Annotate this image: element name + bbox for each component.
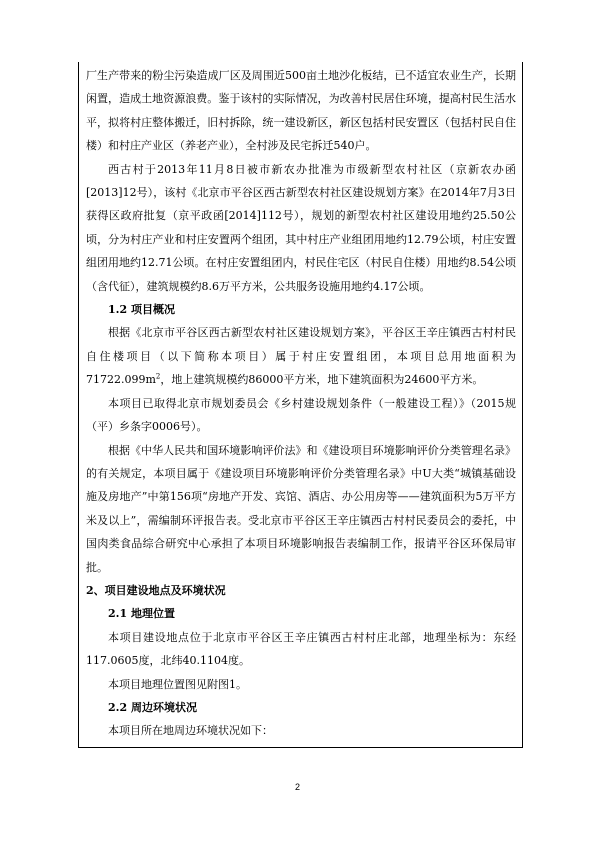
heading-1-2: 1.2 项目概况 — [108, 303, 175, 317]
paragraph-surroundings: 本项目所在地周边环境状况如下： — [108, 724, 273, 738]
paragraph-location: 本项目建设地点位于北京市平谷区王辛庄镇西古村村庄北部，地理坐标为：东经117.0605度，北纬40.1104度。 — [86, 630, 516, 668]
paragraph-project-area — [86, 321, 516, 391]
paragraph-planning-condition: 本项目已取得北京市规划委员会《乡村建设规划条件（一般建设工程）》（2015规（平）乡条字0006号）。 — [86, 396, 516, 434]
paragraph-xigu-village: 西古村于2013年11月8日被市新农办批准为市级新型农村社区（京新农办函[2013]12号），该村《北京市平谷区西古新型农村社区建设规划方案》在2014年7月3日获得区政府批复（京平政函[2014]112号），规划的新型农村社区建设用地约25.50公顷，分为村庄产业和村庄安置两个组团，其中村庄产业组团用地约12.79公顷，村庄安置组团用地约12.71公顷。在村庄安置组团内，村民住宅区（村民自住楼）用地约8.54公顷（含代征），建筑规模约8.6万平方米，公共服务设施用地约4.17公顷。 — [86, 162, 516, 293]
paragraph-continuation: 厂生产带来的粉尘污染造成厂区及周围近500亩土地沙化板结，已不适宜农业生产，长期闲置，造成土地资源浪费。鉴于该村的实际情况，为改善村民居住环境，提高村民生活水平，拟将村庄整体搬迁，旧村拆除，统一建设新区，新区包括村民安置区（包括村民自住楼）和村庄产业区（养老产业），全村涉及民宅拆迁540户。 — [86, 69, 516, 153]
document-body — [86, 64, 516, 743]
heading-2-1: 2.1 地理位置 — [108, 607, 175, 621]
area-text-b: ，地上建筑规模约86000平方米，地下建筑面积为24600平方米。 — [160, 373, 484, 387]
paragraph-location-figure: 本项目地理位置图见附图1。 — [108, 677, 247, 691]
area-text-a: 根据《北京市平谷区西古新型农村社区建设规划方案》，平谷区王辛庄镇西古村村民自住楼项目（以下简称本项目）属于村庄安置组团，本项目总用地面积为71722.099m — [86, 326, 516, 387]
page-number: 2 — [294, 782, 300, 792]
heading-2: 2、项目建设地点及环境状况 — [86, 583, 226, 597]
heading-2-2: 2.2 周边环境状况 — [108, 700, 197, 714]
paragraph-eia-basis: 根据《中华人民共和国环境影响评价法》和《建设项目环境影响评价分类管理名录》的有关规定，本项目属于《建设项目环境影响评价分类管理名录》中U大类“城镇基础设施及房地产”中第156项“房地产开发、宾馆、酒店、办公用房等——建筑面积为5万平方米及以上”，需编制环评报告表。受北京市平谷区王辛庄镇西古村村民委员会的委托，中国肉类食品综合研究中心承担了本项目环境影响报告表编制工作，报请平谷区环保局审批。 — [86, 443, 516, 574]
area-superscript: 2 — [155, 372, 161, 381]
